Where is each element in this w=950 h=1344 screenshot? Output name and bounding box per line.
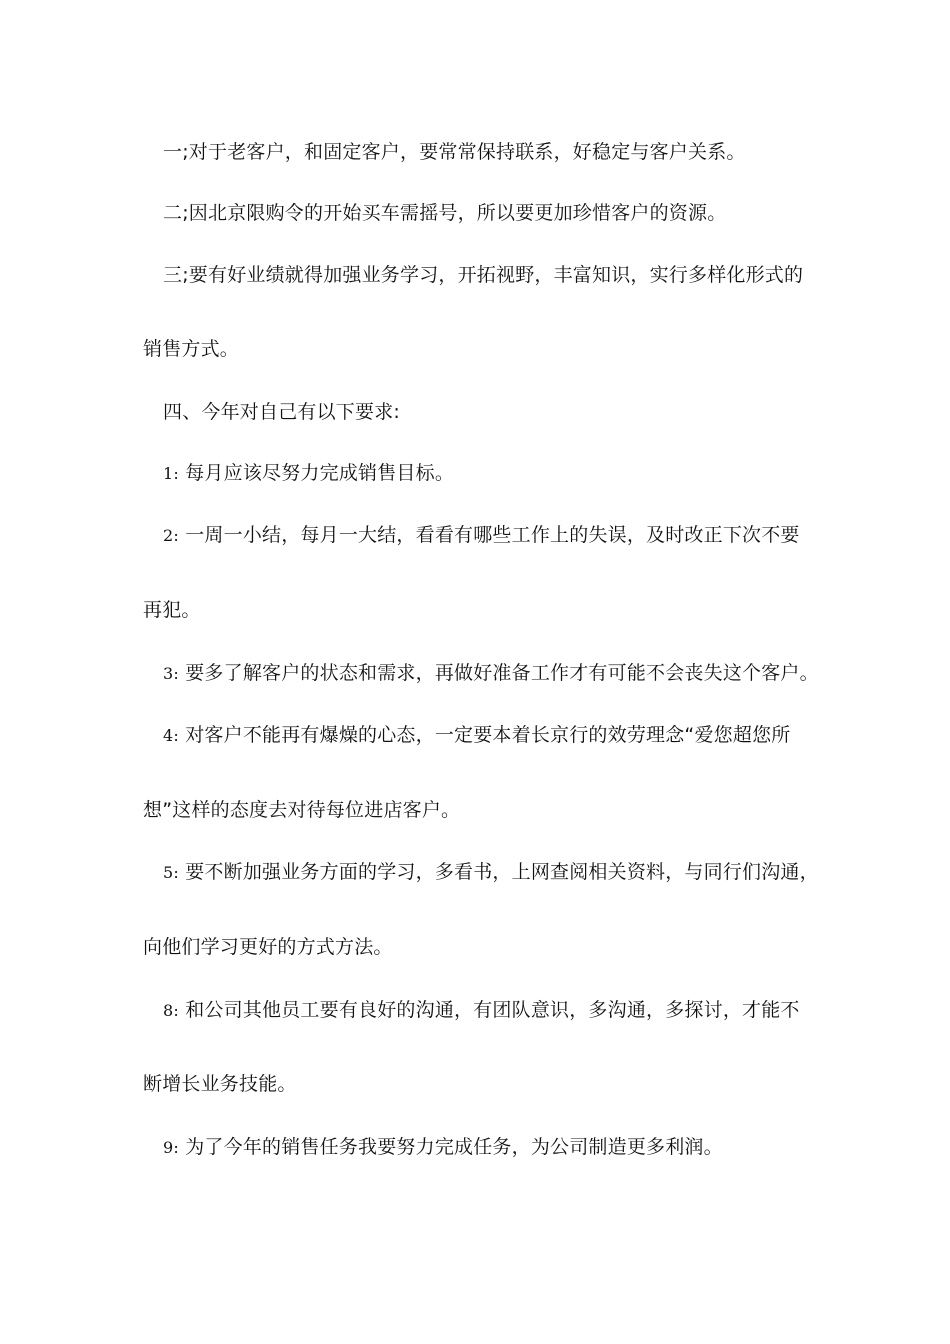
line-text: 销售方式。 xyxy=(143,338,240,360)
list-item-line xyxy=(0,994,950,1026)
line-text: 一周一小结，每月一大结，看看有哪些工作上的失误，及时改正下次不要 xyxy=(185,524,800,546)
list-item-number: 3: xyxy=(163,664,179,683)
line-text: 二;因北京限购令的开始买车需摇号，所以要更加珍惜客户的资源。 xyxy=(163,202,727,224)
list-item-line xyxy=(0,519,950,551)
list-item-line xyxy=(0,457,950,489)
line-text: 四、今年对自己有以下要求: xyxy=(163,401,401,423)
section-heading-line xyxy=(0,396,950,428)
line-text: 对客户不能再有爆燥的心态，一定要本着长京行的效劳理念“爱您超您所 xyxy=(185,724,791,746)
list-item-line xyxy=(0,1131,950,1163)
paragraph-line xyxy=(0,136,950,168)
line-text: 每月应该尽努力完成销售目标。 xyxy=(185,462,455,484)
list-item-number: 9: xyxy=(163,1138,179,1157)
list-item-number: 8: xyxy=(163,1001,179,1020)
list-item-continuation-line xyxy=(0,794,950,826)
paragraph-line xyxy=(0,197,950,229)
list-item-continuation-line xyxy=(0,1068,950,1100)
list-item-number: 1: xyxy=(163,464,179,483)
line-text: 要多了解客户的状态和需求，再做好准备工作才有可能不会丧失这个客户。 xyxy=(185,662,819,684)
list-item-line xyxy=(0,856,950,888)
list-item-number: 4: xyxy=(163,726,179,745)
list-item-line xyxy=(0,719,950,751)
line-text: 想”这样的态度去对待每位进店客户。 xyxy=(143,799,461,821)
list-item-continuation-line xyxy=(0,594,950,626)
line-text: 向他们学习更好的方式方法。 xyxy=(143,936,393,958)
line-text: 和公司其他员工要有良好的沟通，有团队意识，多沟通，多探讨，才能不 xyxy=(185,999,800,1021)
line-text: 为了今年的销售任务我要努力完成任务，为公司制造更多利润。 xyxy=(185,1136,723,1158)
list-item-number: 5: xyxy=(163,863,179,882)
line-text: 三;要有好业绩就得加强业务学习，开拓视野，丰富知识，实行多样化形式的 xyxy=(163,264,804,286)
list-item-continuation-line xyxy=(0,931,950,963)
line-text: 一;对于老客户，和固定客户，要常常保持联系，好稳定与客户关系。 xyxy=(163,141,746,163)
line-text: 要不断加强业务方面的学习，多看书，上网查阅相关资料，与同行们沟通， xyxy=(185,861,819,883)
line-text: 再犯。 xyxy=(143,599,201,621)
list-item-number: 2: xyxy=(163,526,179,545)
paragraph-continuation-line xyxy=(0,333,950,365)
list-item-line xyxy=(0,657,950,689)
paragraph-line xyxy=(0,259,950,291)
line-text: 断增长业务技能。 xyxy=(143,1073,297,1095)
